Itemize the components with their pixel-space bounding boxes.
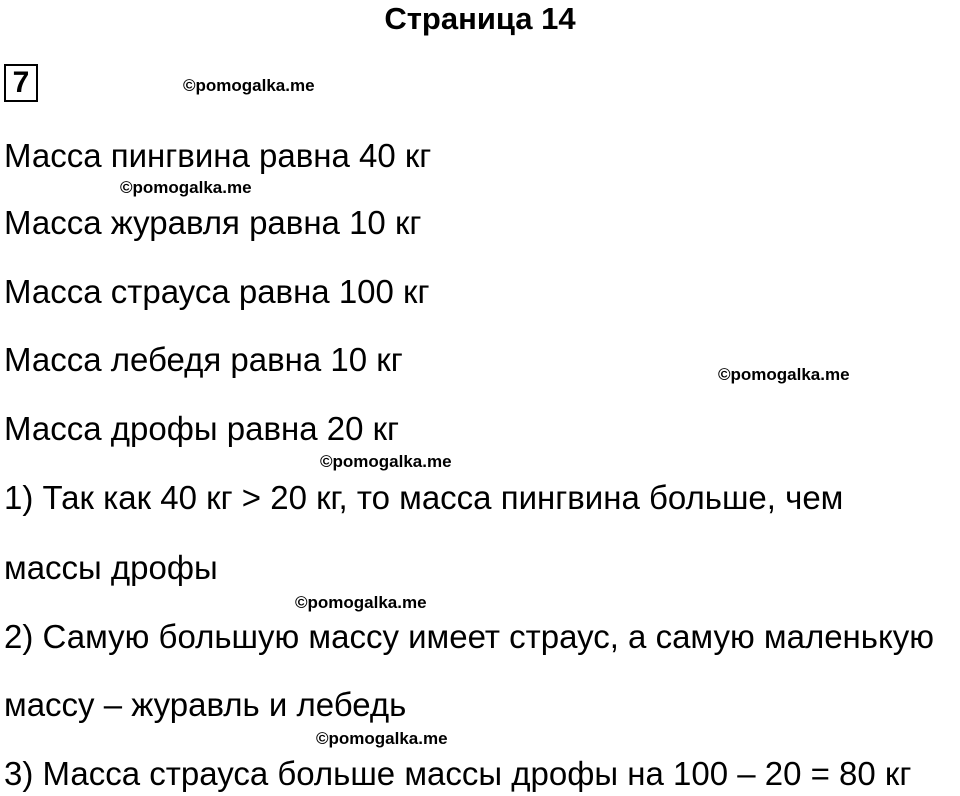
watermark: ©pomogalka.me: [316, 729, 448, 748]
watermark: ©pomogalka.me: [320, 452, 452, 471]
text-line: Масса журавля равна 10 кг: [4, 204, 422, 241]
text-line: 3) Масса страуса больше массы дрофы на 100 – 20 = 80 кг: [4, 755, 912, 792]
text-line: массу – журавль и лебедь: [4, 686, 407, 723]
text-line: 1) Так как 40 кг > 20 кг, то масса пингвина больше, чем: [4, 479, 844, 516]
text-line: Масса дрофы равна 20 кг: [4, 410, 400, 447]
text-line: Масса страуса равна 100 кг: [4, 273, 430, 310]
text-line: 2) Самую большую массу имеет страус, а самую маленькую: [4, 618, 935, 655]
watermark: ©pomogalka.me: [120, 178, 252, 197]
page-title: Страница 14: [384, 1, 576, 36]
text-line: Масса лебедя равна 10 кг: [4, 341, 403, 378]
task-number: 7: [4, 64, 38, 102]
watermark: ©pomogalka.me: [183, 76, 315, 95]
watermark: ©pomogalka.me: [718, 365, 850, 384]
text-line: Масса пингвина равна 40 кг: [4, 137, 432, 174]
watermark: ©pomogalka.me: [295, 593, 427, 612]
text-line: массы дрофы: [4, 549, 218, 586]
